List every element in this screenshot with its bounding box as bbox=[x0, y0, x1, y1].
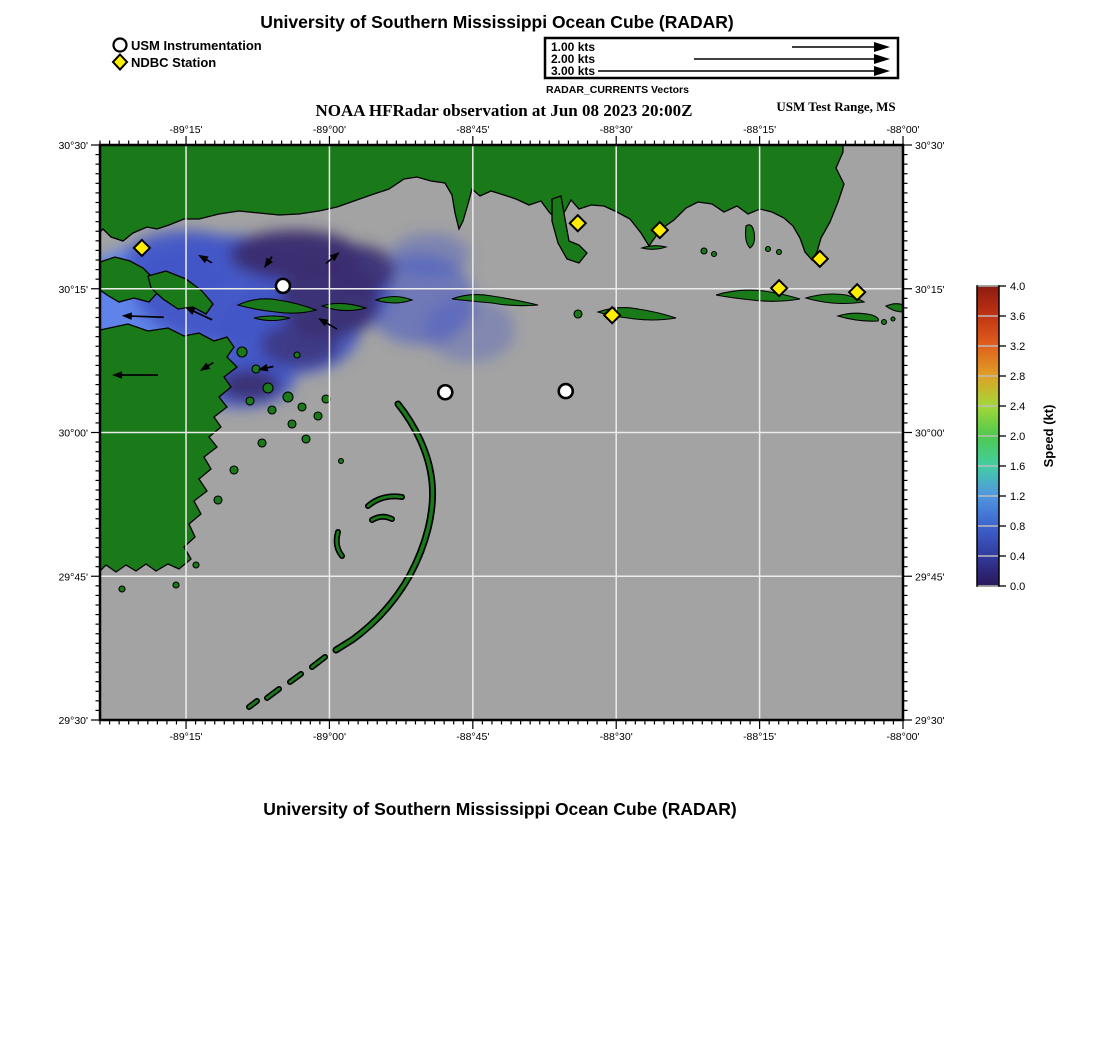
y-axis-tick-label: 30°15' bbox=[58, 283, 88, 296]
y-axis-tick-label: 29°45' bbox=[915, 571, 945, 584]
island bbox=[777, 250, 782, 255]
x-axis-tick-label: -88°15' bbox=[743, 124, 777, 136]
y-axis-tick-label: 30°00' bbox=[915, 427, 945, 440]
y-axis-tick-label: 30°15' bbox=[915, 283, 945, 296]
colorbar-tick-label: 2.0 bbox=[1010, 431, 1026, 443]
marsh-islet bbox=[283, 392, 293, 402]
x-axis-tick-label: -88°00' bbox=[886, 731, 920, 743]
y-axis-tick-label: 30°00' bbox=[58, 427, 88, 440]
x-axis-tick-label: -89°15' bbox=[169, 731, 203, 743]
scale-row-1-label: 1.00 kts bbox=[551, 40, 596, 54]
x-axis-tick-label: -88°30' bbox=[599, 124, 633, 136]
legend-usm-label: USM Instrumentation bbox=[131, 38, 262, 53]
colorbar-tick-label: 3.2 bbox=[1010, 341, 1026, 353]
marsh-islet bbox=[263, 383, 273, 393]
x-axis-tick-label: -88°30' bbox=[599, 731, 633, 743]
x-axis-tick-label: -89°00' bbox=[312, 731, 346, 743]
page-title: University of Southern Mississippi Ocean Cube (RADAR) bbox=[260, 12, 734, 32]
marsh-islet bbox=[173, 582, 179, 588]
map-canvas bbox=[65, 145, 903, 720]
x-axis-tick-label: -89°00' bbox=[312, 124, 346, 136]
usm-station-marker bbox=[559, 384, 573, 398]
marsh-islet bbox=[288, 420, 296, 428]
marsh-islet bbox=[294, 352, 300, 358]
scale-row-3-label: 3.00 kts bbox=[551, 64, 596, 78]
y-axis-tick-label: 29°30' bbox=[915, 715, 945, 727]
island bbox=[701, 248, 707, 254]
marsh-islet bbox=[230, 466, 238, 474]
marsh-islet bbox=[298, 403, 306, 411]
vector-scale-caption: RADAR_CURRENTS Vectors bbox=[546, 84, 689, 96]
colorbar-tick-label: 1.6 bbox=[1010, 461, 1026, 473]
usm-station-marker bbox=[276, 279, 290, 293]
colorbar-tick-label: 0.4 bbox=[1010, 551, 1026, 563]
marsh-islet bbox=[237, 347, 247, 357]
ndbc-station-diamond-icon bbox=[113, 55, 127, 70]
marsh-islet bbox=[268, 406, 276, 414]
scale-row-2-label: 2.00 kts bbox=[551, 52, 596, 66]
colorbar-tick-label: 0.0 bbox=[1010, 581, 1026, 593]
y-axis-tick-label: 30°30' bbox=[58, 140, 88, 152]
observation-subtitle: NOAA HFRadar observation at Jun 08 2023 20:00Z bbox=[315, 101, 693, 120]
x-axis-tick-label: -88°45' bbox=[456, 124, 490, 136]
marsh-islet bbox=[258, 439, 266, 447]
vector-scale-box bbox=[545, 38, 898, 96]
colorbar-tick-label: 0.8 bbox=[1010, 521, 1026, 533]
colorbar-tick-label: 3.6 bbox=[1010, 311, 1026, 323]
footer-title: University of Southern Mississippi Ocean Cube (RADAR) bbox=[263, 799, 737, 819]
colorbar-tick-label: 2.4 bbox=[1010, 401, 1026, 413]
y-axis-tick-label: 29°45' bbox=[58, 571, 88, 584]
colorbar bbox=[977, 281, 1056, 593]
island bbox=[766, 247, 771, 252]
x-axis-tick-label: -88°15' bbox=[743, 731, 777, 743]
x-axis-tick-label: -88°00' bbox=[886, 124, 920, 136]
marsh-islet bbox=[252, 365, 260, 373]
vector-scale-frame bbox=[545, 38, 898, 78]
colorbar-tick-label: 2.8 bbox=[1010, 371, 1026, 383]
marsh-islet bbox=[314, 412, 322, 420]
colorbar-tick-label: 1.2 bbox=[1010, 491, 1026, 503]
y-axis-tick-label: 30°30' bbox=[915, 140, 945, 152]
marsh-islet bbox=[214, 496, 222, 504]
legend bbox=[113, 38, 262, 70]
legend-ndbc-label: NDBC Station bbox=[131, 55, 217, 70]
island bbox=[574, 310, 582, 318]
y-axis-tick-label: 29°30' bbox=[58, 715, 88, 727]
island bbox=[339, 459, 344, 464]
colorbar-axis-label: Speed (kt) bbox=[1041, 404, 1056, 468]
usm-station-marker bbox=[438, 385, 452, 399]
island bbox=[254, 316, 290, 321]
test-range-label: USM Test Range, MS bbox=[776, 99, 896, 114]
x-axis-tick-label: -89°15' bbox=[169, 124, 203, 136]
island bbox=[891, 317, 895, 321]
x-axis-tick-label: -88°45' bbox=[456, 731, 490, 743]
island bbox=[712, 252, 717, 257]
island bbox=[882, 320, 887, 325]
usm-instrumentation-circle-icon bbox=[114, 39, 127, 52]
colorbar-tick-label: 4.0 bbox=[1010, 281, 1026, 293]
marsh-islet bbox=[193, 562, 199, 568]
marsh-islet bbox=[246, 397, 254, 405]
marsh-islet bbox=[119, 586, 125, 592]
marsh-islet bbox=[302, 435, 310, 443]
